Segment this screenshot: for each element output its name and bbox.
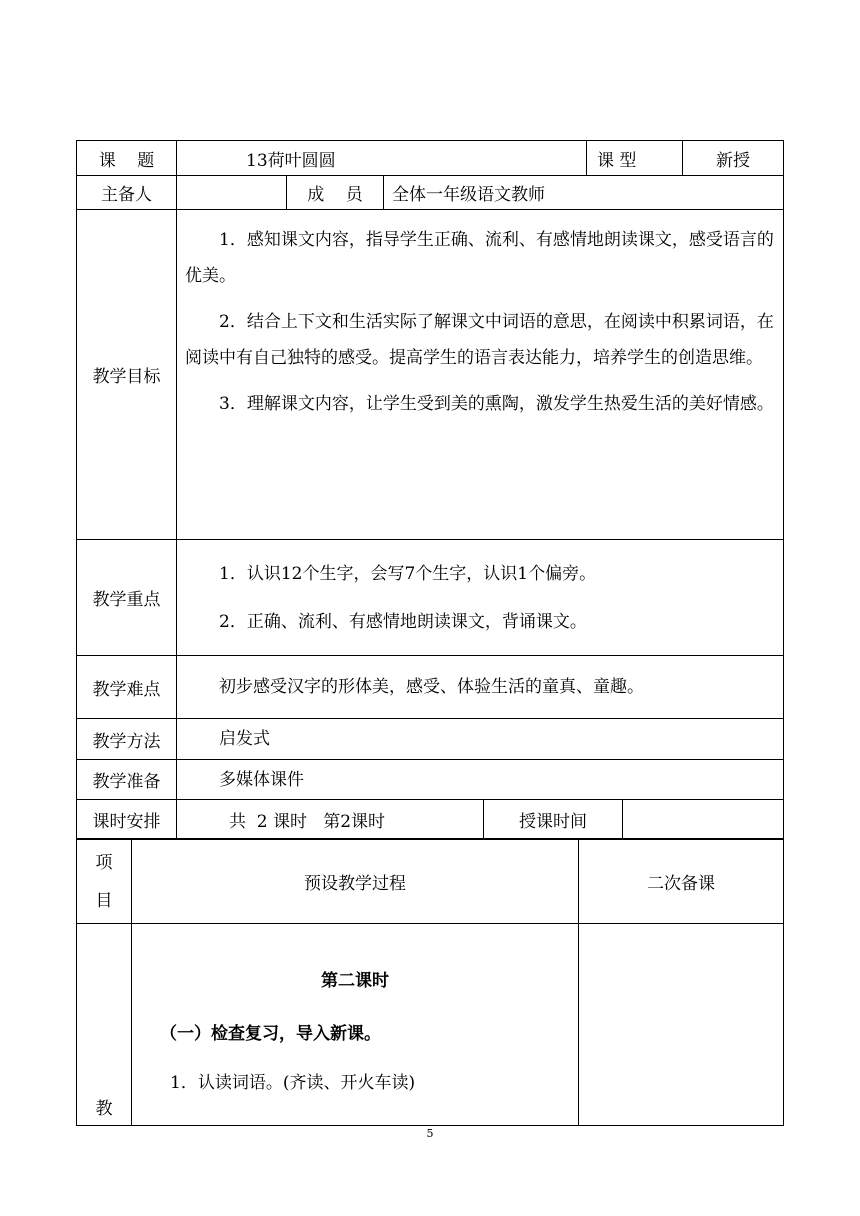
lesson-info-table: [76, 140, 784, 839]
teaching-process-table: [76, 839, 784, 1126]
goals-label: 教学目标: [77, 210, 177, 540]
members-value: 全体一年级语文教师: [384, 176, 784, 210]
goals-cell: [177, 210, 784, 540]
difficulty-value: 初步感受汉字的形体美，感受、体验生活的童真、童趣。: [177, 656, 784, 719]
type-value: 新授: [683, 141, 784, 176]
difficulty-label: 教学难点: [77, 656, 177, 719]
lesson-heading: 第二课时: [321, 971, 389, 991]
side-char: 教: [77, 924, 132, 1126]
lesson-label: 课 题: [77, 141, 177, 176]
key-point-item: 1．认识12个生字，会写7个生字，认识1个偏旁。: [219, 563, 597, 584]
process-content: [132, 924, 579, 1126]
schedule-value: 共 2 课时 第2课时: [177, 800, 484, 839]
prep-value: 多媒体课件: [177, 760, 784, 800]
second-prep-header: 二次备课: [579, 840, 784, 924]
method-label: 教学方法: [77, 719, 177, 760]
goal-item: 1．感知课文内容，指导学生正确、流利、有感情地朗读课文，感受语言的优美。: [185, 230, 774, 286]
step-item: 1．认读词语。(齐读、开火车读): [170, 1073, 416, 1093]
teach-time-value: [623, 800, 784, 839]
type-label: 课 型: [587, 141, 683, 176]
teach-time-label: 授课时间: [484, 800, 623, 839]
section-heading: （一）检查复习，导入新课。: [160, 1024, 381, 1044]
members-label: 成 员: [287, 176, 384, 210]
preparer-label: 主备人: [77, 176, 177, 210]
schedule-label: 课时安排: [77, 800, 177, 839]
item-label: 项 目: [77, 840, 132, 924]
method-value: 启发式: [177, 719, 784, 760]
lesson-title: 13荷叶圆圆: [177, 141, 587, 176]
key-points-label: 教学重点: [77, 540, 177, 656]
key-point-item: 2．正确、流利、有感情地朗读课文，背诵课文。: [219, 611, 587, 632]
goal-item: 3．理解课文内容，让学生受到美的熏陶，激发学生热爱生活的美好情感。: [219, 394, 774, 414]
key-points-cell: [177, 540, 784, 656]
prep-label: 教学准备: [77, 760, 177, 800]
page-number: 5: [426, 1127, 434, 1140]
process-header: 预设教学过程: [132, 840, 579, 924]
preparer-value: [177, 176, 287, 210]
goal-item: 2．结合上下文和生活实际了解课文中词语的意思，在阅读中积累词语，在阅读中有自己独特的感受。提高学生的语言表达能力，培养学生的创造思维。: [185, 312, 774, 368]
second-prep-notes: [579, 924, 784, 1126]
